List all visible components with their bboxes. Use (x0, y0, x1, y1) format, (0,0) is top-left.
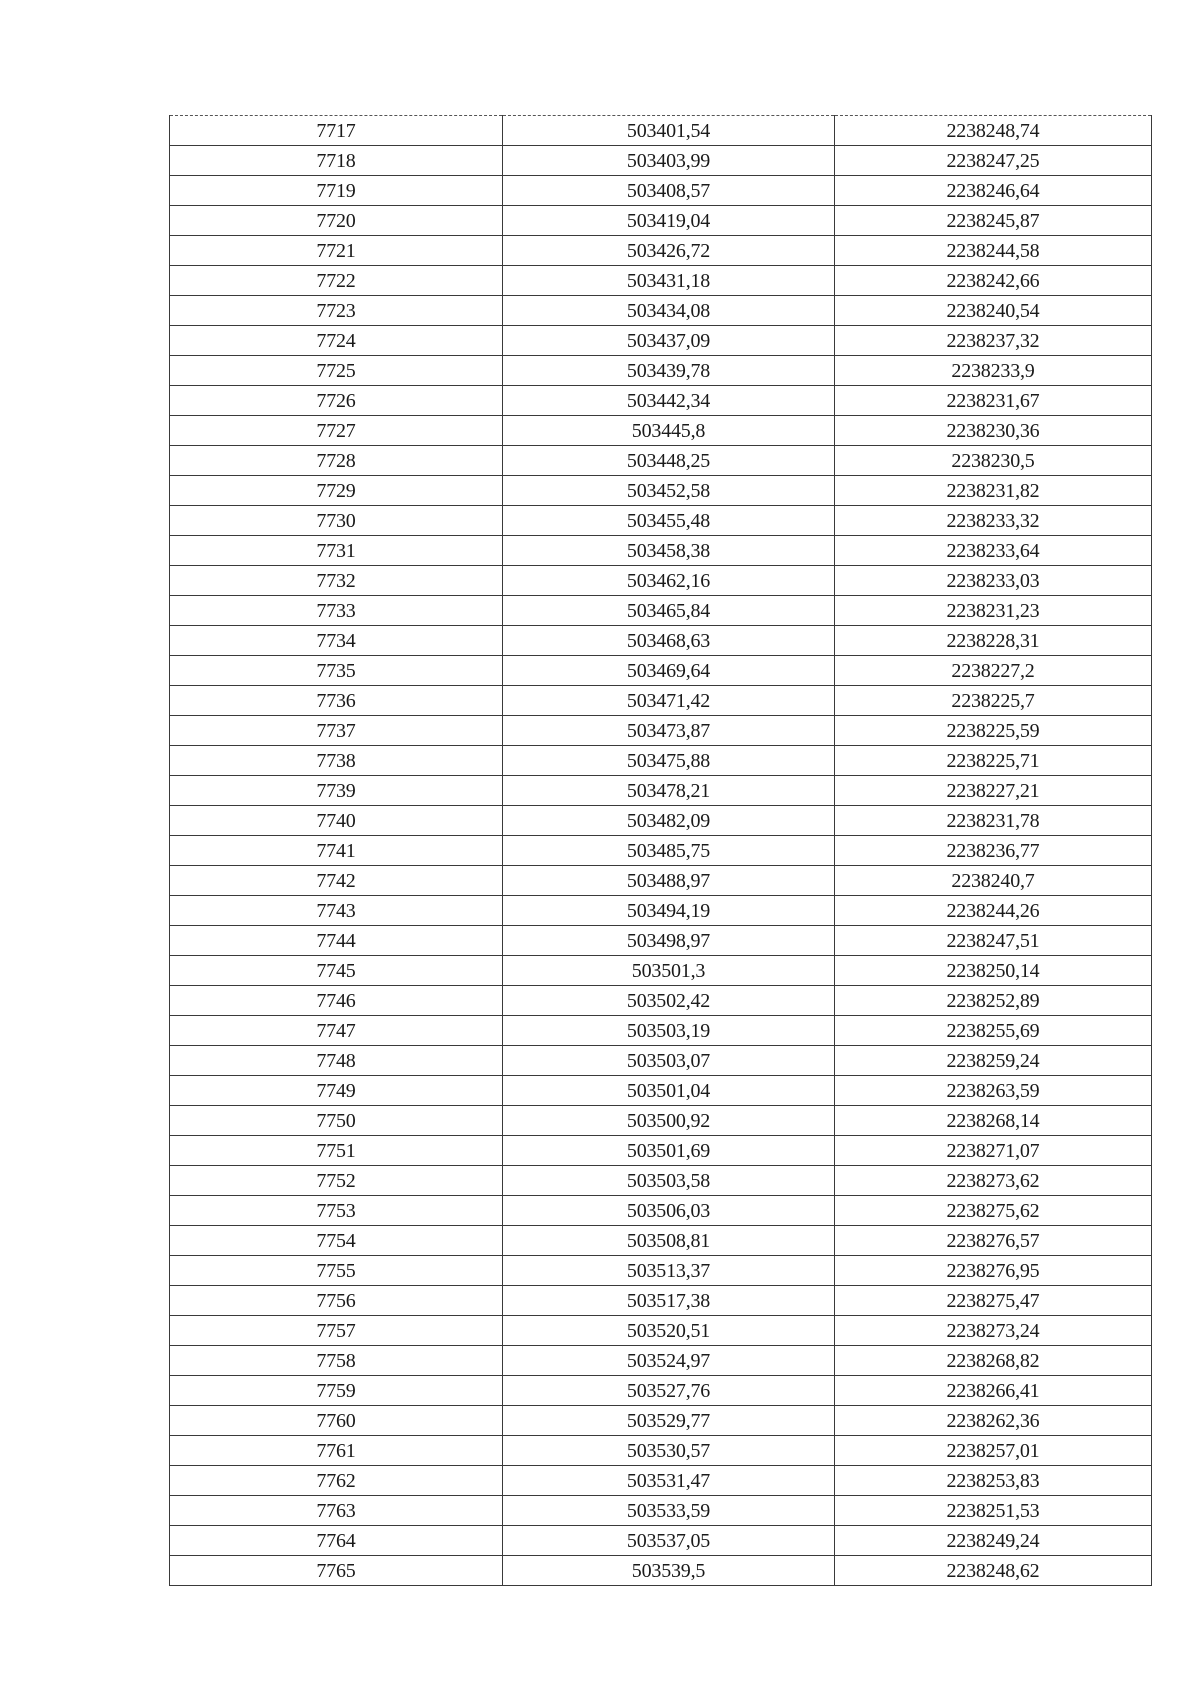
table-row (170, 296, 1152, 326)
table-row (170, 506, 1152, 536)
table-row (170, 806, 1152, 836)
y-coordinate-cell: 2238237,32 (835, 326, 1152, 356)
y-coordinate-cell: 2238248,74 (835, 116, 1152, 146)
x-coordinate-cell: 503527,76 (503, 1376, 835, 1406)
y-coordinate-cell: 2238247,51 (835, 926, 1152, 956)
point-number-cell: 7763 (170, 1496, 503, 1526)
table-row (170, 1106, 1152, 1136)
y-coordinate-cell: 2238233,9 (835, 356, 1152, 386)
point-number-cell: 7727 (170, 416, 503, 446)
x-coordinate-cell: 503482,09 (503, 806, 835, 836)
y-coordinate-cell: 2238252,89 (835, 986, 1152, 1016)
x-coordinate-cell: 503426,72 (503, 236, 835, 266)
point-number-cell: 7735 (170, 656, 503, 686)
table-row (170, 1196, 1152, 1226)
point-number-cell: 7728 (170, 446, 503, 476)
point-number-cell: 7731 (170, 536, 503, 566)
y-coordinate-cell: 2238248,62 (835, 1556, 1152, 1586)
table-row (170, 1376, 1152, 1406)
x-coordinate-cell: 503501,69 (503, 1136, 835, 1166)
y-coordinate-cell: 2238262,36 (835, 1406, 1152, 1436)
x-coordinate-cell: 503431,18 (503, 266, 835, 296)
y-coordinate-cell: 2238225,7 (835, 686, 1152, 716)
point-number-cell: 7739 (170, 776, 503, 806)
point-number-cell: 7747 (170, 1016, 503, 1046)
y-coordinate-cell: 2238244,58 (835, 236, 1152, 266)
y-coordinate-cell: 2238255,69 (835, 1016, 1152, 1046)
x-coordinate-cell: 503531,47 (503, 1466, 835, 1496)
x-coordinate-cell: 503403,99 (503, 146, 835, 176)
table-row (170, 1316, 1152, 1346)
x-coordinate-cell: 503530,57 (503, 1436, 835, 1466)
point-number-cell: 7754 (170, 1226, 503, 1256)
y-coordinate-cell: 2238276,95 (835, 1256, 1152, 1286)
x-coordinate-cell: 503539,5 (503, 1556, 835, 1586)
y-coordinate-cell: 2238231,23 (835, 596, 1152, 626)
x-coordinate-cell: 503533,59 (503, 1496, 835, 1526)
y-coordinate-cell: 2238233,32 (835, 506, 1152, 536)
table-row (170, 596, 1152, 626)
point-number-cell: 7729 (170, 476, 503, 506)
table-row (170, 1016, 1152, 1046)
x-coordinate-cell: 503462,16 (503, 566, 835, 596)
y-coordinate-cell: 2238276,57 (835, 1226, 1152, 1256)
y-coordinate-cell: 2238268,82 (835, 1346, 1152, 1376)
x-coordinate-cell: 503471,42 (503, 686, 835, 716)
table-row (170, 386, 1152, 416)
point-number-cell: 7734 (170, 626, 503, 656)
table-row (170, 326, 1152, 356)
x-coordinate-cell: 503475,88 (503, 746, 835, 776)
point-number-cell: 7755 (170, 1256, 503, 1286)
x-coordinate-cell: 503517,38 (503, 1286, 835, 1316)
x-coordinate-cell: 503434,08 (503, 296, 835, 326)
table-row (170, 566, 1152, 596)
y-coordinate-cell: 2238249,24 (835, 1526, 1152, 1556)
y-coordinate-cell: 2238231,82 (835, 476, 1152, 506)
x-coordinate-cell: 503537,05 (503, 1526, 835, 1556)
table-row (170, 536, 1152, 566)
table-row (170, 656, 1152, 686)
x-coordinate-cell: 503437,09 (503, 326, 835, 356)
point-number-cell: 7720 (170, 206, 503, 236)
table-row (170, 476, 1152, 506)
table-row (170, 986, 1152, 1016)
y-coordinate-cell: 2238263,59 (835, 1076, 1152, 1106)
y-coordinate-cell: 2238275,47 (835, 1286, 1152, 1316)
table-row (170, 926, 1152, 956)
table-row (170, 236, 1152, 266)
point-number-cell: 7730 (170, 506, 503, 536)
point-number-cell: 7745 (170, 956, 503, 986)
table-row (170, 206, 1152, 236)
point-number-cell: 7725 (170, 356, 503, 386)
table-row (170, 1226, 1152, 1256)
x-coordinate-cell: 503448,25 (503, 446, 835, 476)
table-row (170, 746, 1152, 776)
point-number-cell: 7742 (170, 866, 503, 896)
y-coordinate-cell: 2238230,5 (835, 446, 1152, 476)
point-number-cell: 7719 (170, 176, 503, 206)
x-coordinate-cell: 503439,78 (503, 356, 835, 386)
table-row (170, 446, 1152, 476)
y-coordinate-cell: 2238247,25 (835, 146, 1152, 176)
table-row (170, 626, 1152, 656)
point-number-cell: 7736 (170, 686, 503, 716)
y-coordinate-cell: 2238227,21 (835, 776, 1152, 806)
x-coordinate-cell: 503494,19 (503, 896, 835, 926)
x-coordinate-cell: 503442,34 (503, 386, 835, 416)
point-number-cell: 7746 (170, 986, 503, 1016)
table-row (170, 176, 1152, 206)
table-row (170, 1436, 1152, 1466)
x-coordinate-cell: 503502,42 (503, 986, 835, 1016)
y-coordinate-cell: 2238230,36 (835, 416, 1152, 446)
y-coordinate-cell: 2238245,87 (835, 206, 1152, 236)
y-coordinate-cell: 2238273,62 (835, 1166, 1152, 1196)
point-number-cell: 7738 (170, 746, 503, 776)
table-row (170, 776, 1152, 806)
x-coordinate-cell: 503529,77 (503, 1406, 835, 1436)
x-coordinate-cell: 503501,04 (503, 1076, 835, 1106)
y-coordinate-cell: 2238227,2 (835, 656, 1152, 686)
point-number-cell: 7741 (170, 836, 503, 866)
x-coordinate-cell: 503485,75 (503, 836, 835, 866)
point-number-cell: 7737 (170, 716, 503, 746)
y-coordinate-cell: 2238275,62 (835, 1196, 1152, 1226)
table-row (170, 686, 1152, 716)
coordinates-table-body (170, 116, 1152, 1586)
point-number-cell: 7751 (170, 1136, 503, 1166)
x-coordinate-cell: 503408,57 (503, 176, 835, 206)
x-coordinate-cell: 503468,63 (503, 626, 835, 656)
y-coordinate-cell: 2238257,01 (835, 1436, 1152, 1466)
y-coordinate-cell: 2238271,07 (835, 1136, 1152, 1166)
x-coordinate-cell: 503506,03 (503, 1196, 835, 1226)
y-coordinate-cell: 2238225,59 (835, 716, 1152, 746)
point-number-cell: 7757 (170, 1316, 503, 1346)
table-row (170, 116, 1152, 146)
y-coordinate-cell: 2238268,14 (835, 1106, 1152, 1136)
point-number-cell: 7726 (170, 386, 503, 416)
table-row (170, 1286, 1152, 1316)
y-coordinate-cell: 2238231,78 (835, 806, 1152, 836)
point-number-cell: 7733 (170, 596, 503, 626)
table-row (170, 956, 1152, 986)
point-number-cell: 7759 (170, 1376, 503, 1406)
y-coordinate-cell: 2238251,53 (835, 1496, 1152, 1526)
table-row (170, 836, 1152, 866)
point-number-cell: 7762 (170, 1466, 503, 1496)
point-number-cell: 7744 (170, 926, 503, 956)
x-coordinate-cell: 503401,54 (503, 116, 835, 146)
point-number-cell: 7740 (170, 806, 503, 836)
x-coordinate-cell: 503503,58 (503, 1166, 835, 1196)
table-row (170, 1346, 1152, 1376)
point-number-cell: 7717 (170, 116, 503, 146)
y-coordinate-cell: 2238253,83 (835, 1466, 1152, 1496)
x-coordinate-cell: 503513,37 (503, 1256, 835, 1286)
table-row (170, 1406, 1152, 1436)
x-coordinate-cell: 503473,87 (503, 716, 835, 746)
point-number-cell: 7732 (170, 566, 503, 596)
point-number-cell: 7758 (170, 1346, 503, 1376)
table-row (170, 1466, 1152, 1496)
y-coordinate-cell: 2238233,64 (835, 536, 1152, 566)
table-row (170, 866, 1152, 896)
y-coordinate-cell: 2238242,66 (835, 266, 1152, 296)
table-row (170, 896, 1152, 926)
point-number-cell: 7748 (170, 1046, 503, 1076)
y-coordinate-cell: 2238240,54 (835, 296, 1152, 326)
table-row (170, 1526, 1152, 1556)
x-coordinate-cell: 503498,97 (503, 926, 835, 956)
x-coordinate-cell: 503503,19 (503, 1016, 835, 1046)
table-row (170, 416, 1152, 446)
table-row (170, 1556, 1152, 1586)
y-coordinate-cell: 2238273,24 (835, 1316, 1152, 1346)
y-coordinate-cell: 2238228,31 (835, 626, 1152, 656)
x-coordinate-cell: 503478,21 (503, 776, 835, 806)
point-number-cell: 7756 (170, 1286, 503, 1316)
point-number-cell: 7723 (170, 296, 503, 326)
table-row (170, 1496, 1152, 1526)
point-number-cell: 7750 (170, 1106, 503, 1136)
table-row (170, 1136, 1152, 1166)
table-row (170, 266, 1152, 296)
x-coordinate-cell: 503500,92 (503, 1106, 835, 1136)
y-coordinate-cell: 2238240,7 (835, 866, 1152, 896)
y-coordinate-cell: 2238250,14 (835, 956, 1152, 986)
x-coordinate-cell: 503469,64 (503, 656, 835, 686)
y-coordinate-cell: 2238259,24 (835, 1046, 1152, 1076)
x-coordinate-cell: 503488,97 (503, 866, 835, 896)
x-coordinate-cell: 503501,3 (503, 956, 835, 986)
point-number-cell: 7743 (170, 896, 503, 926)
x-coordinate-cell: 503520,51 (503, 1316, 835, 1346)
point-number-cell: 7722 (170, 266, 503, 296)
point-number-cell: 7752 (170, 1166, 503, 1196)
x-coordinate-cell: 503524,97 (503, 1346, 835, 1376)
y-coordinate-cell: 2238236,77 (835, 836, 1152, 866)
table-row (170, 716, 1152, 746)
y-coordinate-cell: 2238244,26 (835, 896, 1152, 926)
x-coordinate-cell: 503458,38 (503, 536, 835, 566)
y-coordinate-cell: 2238266,41 (835, 1376, 1152, 1406)
point-number-cell: 7718 (170, 146, 503, 176)
x-coordinate-cell: 503465,84 (503, 596, 835, 626)
table-row (170, 146, 1152, 176)
point-number-cell: 7764 (170, 1526, 503, 1556)
point-number-cell: 7761 (170, 1436, 503, 1466)
x-coordinate-cell: 503452,58 (503, 476, 835, 506)
y-coordinate-cell: 2238246,64 (835, 176, 1152, 206)
y-coordinate-cell: 2238225,71 (835, 746, 1152, 776)
point-number-cell: 7760 (170, 1406, 503, 1436)
y-coordinate-cell: 2238233,03 (835, 566, 1152, 596)
y-coordinate-cell: 2238231,67 (835, 386, 1152, 416)
point-number-cell: 7753 (170, 1196, 503, 1226)
x-coordinate-cell: 503503,07 (503, 1046, 835, 1076)
x-coordinate-cell: 503508,81 (503, 1226, 835, 1256)
coordinates-table (169, 115, 1152, 1586)
x-coordinate-cell: 503419,04 (503, 206, 835, 236)
table-row (170, 1166, 1152, 1196)
x-coordinate-cell: 503445,8 (503, 416, 835, 446)
point-number-cell: 7721 (170, 236, 503, 266)
table-row (170, 1076, 1152, 1106)
x-coordinate-cell: 503455,48 (503, 506, 835, 536)
table-row (170, 1256, 1152, 1286)
table-row (170, 356, 1152, 386)
point-number-cell: 7749 (170, 1076, 503, 1106)
table-row (170, 1046, 1152, 1076)
point-number-cell: 7765 (170, 1556, 503, 1586)
point-number-cell: 7724 (170, 326, 503, 356)
